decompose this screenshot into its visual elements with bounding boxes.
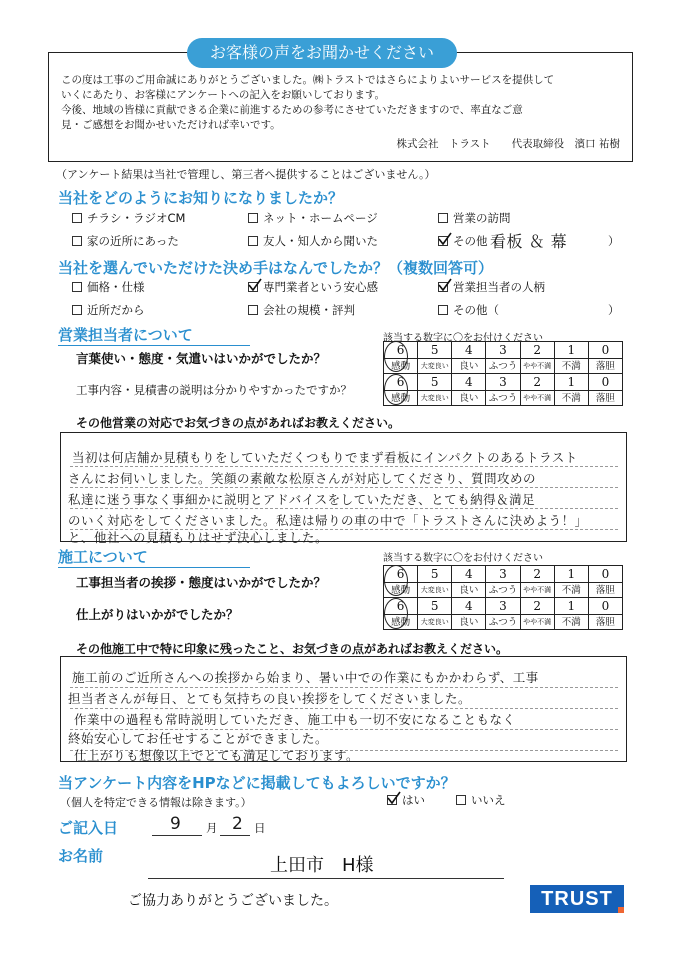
rating-label: やや不満 (520, 583, 554, 598)
name-label: お名前 (58, 847, 104, 865)
rating-label: 感動 (384, 615, 418, 630)
representative: 代表取締役 濱口 祐樹 (511, 138, 620, 150)
q1-option[interactable]: 友人・知人から聞いた (248, 233, 378, 249)
q2-option[interactable]: 専門業者という安心感 (248, 279, 378, 295)
intro-line: この度は工事のご用命誠にありがとうございました。㈱トラストではさらによりよいサービスを提供して (61, 74, 555, 86)
checkbox[interactable] (72, 305, 82, 315)
rating-table-sales (383, 341, 623, 406)
rating-label: やや不満 (520, 391, 554, 406)
q2-option[interactable]: その他（ (438, 302, 499, 318)
construction-comment-line: 担当者さんが毎日、とても気持ちの良い挨拶をしてくださいました。 (68, 691, 472, 706)
ruled-line (70, 487, 618, 488)
privacy-note: （アンケート結果は当社で管理し、第三者へ提供することはございません。） (56, 168, 436, 181)
date-month-unit: 月 (206, 821, 218, 835)
rating-label: 不満 (554, 391, 588, 406)
checkbox[interactable] (248, 236, 258, 246)
date-month-underline (152, 835, 202, 836)
trust-logo: TRUST (530, 885, 624, 913)
check-mark-icon (438, 278, 452, 292)
rating-3[interactable]: 3 (486, 566, 520, 583)
intro-line: いくにあたり、お客様にアンケートへの記入をお願いしております。 (61, 89, 386, 101)
checkbox[interactable] (72, 236, 82, 246)
check-mark-icon (387, 791, 401, 805)
rating-label: 良い (452, 583, 486, 598)
rating-label: 不満 (554, 583, 588, 598)
rating-1[interactable]: 1 (554, 374, 588, 391)
q2-option[interactable]: 営業担当者の人柄 (438, 279, 545, 295)
rating-3[interactable]: 3 (486, 342, 520, 359)
construction-comment-line: 終始安心してお任せすることができました。 (68, 731, 329, 746)
rating-5[interactable]: 5 (418, 374, 452, 391)
rating-hint: 該当する数字に〇をお付けください (383, 333, 543, 344)
name-underline (148, 878, 504, 879)
q1-option[interactable]: チラシ・ラジオCM (72, 210, 185, 226)
rating-hint: 該当する数字に〇をお付けください (383, 553, 543, 564)
rating-0[interactable]: 0 (588, 374, 622, 391)
checkbox[interactable] (72, 282, 82, 292)
rating-6[interactable]: 6 (384, 342, 418, 359)
intro-box (48, 52, 633, 162)
rating-label: 大変良い (418, 583, 452, 598)
intro-line: 今後、地域の皆様に貢献できる企業に前進するための参考にさせていただきますので、率直なご意 (61, 104, 523, 116)
rating-4[interactable]: 4 (452, 598, 486, 615)
rating-5[interactable]: 5 (418, 566, 452, 583)
rating-4[interactable]: 4 (452, 342, 486, 359)
q1-title: 当社をどのようにお知りになりましたか？ (58, 189, 344, 207)
checkbox-checked[interactable] (438, 236, 448, 246)
rating-label: 落胆 (588, 359, 622, 374)
q1-option[interactable]: ネット・ホームページ (248, 210, 378, 226)
construction-comment-line: 施工前のご近所さんへの挨拶から始まり、暑い中での作業にもかかわらず、工事 (72, 670, 539, 685)
checkbox-checked[interactable] (248, 282, 258, 292)
rating-label: 感動 (384, 583, 418, 598)
rating-1[interactable]: 1 (554, 566, 588, 583)
rating-circle-finish (384, 598, 408, 629)
sales-q-words: 言葉使い・態度・気遣いはいかがでしたか？ (76, 351, 327, 366)
check-mark-icon (248, 278, 262, 292)
rating-6[interactable]: 6 (384, 566, 418, 583)
checkbox-checked[interactable] (438, 282, 448, 292)
sales-comment-line: 当初は何店舗か見積もりをしていただくつもりでまず看板にインパクトのあるトラスト (72, 450, 578, 465)
rating-0[interactable]: 0 (588, 566, 622, 583)
rating-6[interactable]: 6 (384, 374, 418, 391)
rating-label: 感動 (384, 359, 418, 374)
company-name: 株式会社 トラスト (396, 138, 491, 150)
publish-no-option[interactable]: いいえ (456, 792, 506, 808)
rating-2[interactable]: 2 (520, 374, 554, 391)
rating-2[interactable]: 2 (520, 598, 554, 615)
name-value[interactable]: 上田市 H様 (270, 855, 374, 876)
ruled-line (70, 466, 618, 467)
q2-option[interactable]: 近所だから (72, 302, 145, 318)
q2-title: 当社を選んでいただけた決め手はなんでしたか？（複数回答可） (58, 259, 494, 277)
publish-question: 当アンケート内容をHPなどに掲載してもよろしいですか？ (58, 774, 456, 792)
date-day-value[interactable]: 2 (232, 814, 244, 834)
rating-label: 大変良い (418, 615, 452, 630)
rating-label: 落胆 (588, 583, 622, 598)
rating-label: 良い (452, 391, 486, 406)
rating-label: ふつう (486, 391, 520, 406)
checkbox[interactable] (456, 795, 466, 805)
q1-option[interactable]: 営業の訪問 (438, 210, 511, 226)
rating-3[interactable]: 3 (486, 598, 520, 615)
sales-comment-line: と、他社への見積もりはせず決心しました。 (68, 530, 329, 545)
q1-other-answer: 看板 ＆ 幕 (490, 232, 568, 251)
q1-close-paren: ） (608, 234, 620, 248)
rating-0[interactable]: 0 (588, 342, 622, 359)
signature (61, 137, 620, 152)
rating-0[interactable]: 0 (588, 598, 622, 615)
checkbox-checked[interactable] (387, 795, 397, 805)
rating-label: やや不満 (520, 615, 554, 630)
construction-comment-line: 仕上がりも想像以上でとても満足しております。 (74, 748, 360, 763)
thanks-message: ご協力ありがとうございました。 (128, 893, 338, 909)
rating-label: 大変良い (418, 391, 452, 406)
rating-circle-explain (384, 374, 408, 405)
rating-label: ふつう (486, 615, 520, 630)
date-label: ご記入日 (58, 819, 119, 837)
construction-section-title: 施工について (58, 546, 250, 568)
publish-note: （個人を特定できる情報は除きます。） (60, 796, 252, 809)
rating-4[interactable]: 4 (452, 374, 486, 391)
survey-title: お客様の声をお聞かせください (187, 38, 457, 68)
sales-comment-line: さんにお伺いしました。笑顔の素敵な松原さんが対応してくださり、質問攻めの (68, 471, 537, 486)
rating-label: 良い (452, 615, 486, 630)
rating-label: 落胆 (588, 615, 622, 630)
rating-5[interactable]: 5 (418, 342, 452, 359)
checkbox[interactable] (248, 213, 258, 223)
q2-option[interactable]: 会社の規模・評判 (248, 302, 355, 318)
rating-label: ふつう (486, 583, 520, 598)
rating-4[interactable]: 4 (452, 566, 486, 583)
q2-close-paren: ） (608, 303, 620, 317)
date-day-unit: 日 (254, 821, 266, 835)
checkbox[interactable] (72, 213, 82, 223)
construction-q-finish: 仕上がりはいかがでしたか？ (76, 607, 239, 622)
sales-section-title: 営業担当者について (58, 324, 250, 346)
construction-q-greeting: 工事担当者の挨拶・態度はいかがでしたか？ (76, 575, 327, 590)
rating-circle-greeting (384, 565, 408, 596)
rating-circle-words (384, 341, 408, 372)
q1-option[interactable]: 家の近所にあった (72, 233, 179, 249)
rating-3[interactable]: 3 (486, 374, 520, 391)
sales-comment-line: のいく対応をしてくださいました。私達は帰りの車の中で「トラストさんに決めよう！」 (68, 513, 588, 528)
sales-comment-line: 私達に迷う事なく事細かに説明とアドバイスをしていただき、とても納得＆満足 (68, 492, 536, 507)
q2-option[interactable]: 価格・仕様 (72, 279, 145, 295)
ruled-line (70, 687, 618, 688)
intro-line: 見・ご感想をお聞かせいただければ幸いです。 (61, 119, 281, 131)
date-month-value[interactable]: 9 (170, 814, 182, 834)
rating-label: 不満 (554, 615, 588, 630)
rating-1[interactable]: 1 (554, 342, 588, 359)
ruled-line (70, 708, 618, 709)
rating-label: 不満 (554, 359, 588, 374)
rating-table-construction (383, 565, 623, 630)
checkbox[interactable] (438, 305, 448, 315)
construction-comment-line: 作業中の過程も常時説明していただき、施工中も一切不安になることもなく (74, 712, 516, 727)
rating-2[interactable]: 2 (520, 566, 554, 583)
checkbox[interactable] (438, 213, 448, 223)
rating-2[interactable]: 2 (520, 342, 554, 359)
rating-label: 落胆 (588, 391, 622, 406)
publish-yes-option[interactable]: はい (387, 792, 425, 808)
q1-option-other[interactable]: その他（ (438, 233, 499, 249)
date-day-underline (220, 835, 250, 836)
rating-label: ふつう (486, 359, 520, 374)
rating-label: やや不満 (520, 359, 554, 374)
rating-6[interactable]: 6 (384, 598, 418, 615)
sales-q-explain: 工事内容・見積書の説明は分かりやすかったですか？ (76, 383, 352, 397)
rating-label: 感動 (384, 391, 418, 406)
rating-label: 良い (452, 359, 486, 374)
checkbox[interactable] (248, 305, 258, 315)
rating-5[interactable]: 5 (418, 598, 452, 615)
rating-1[interactable]: 1 (554, 598, 588, 615)
ruled-line (70, 508, 618, 509)
check-mark-icon (438, 232, 452, 246)
construction-comment-question: その他施工中で特に印象に残ったこと、お気づきの点があればお教えください。 (76, 642, 509, 656)
rating-label: 大変良い (418, 359, 452, 374)
sales-comment-question: その他営業の対応でお気づきの点があればお教えください。 (76, 416, 401, 430)
